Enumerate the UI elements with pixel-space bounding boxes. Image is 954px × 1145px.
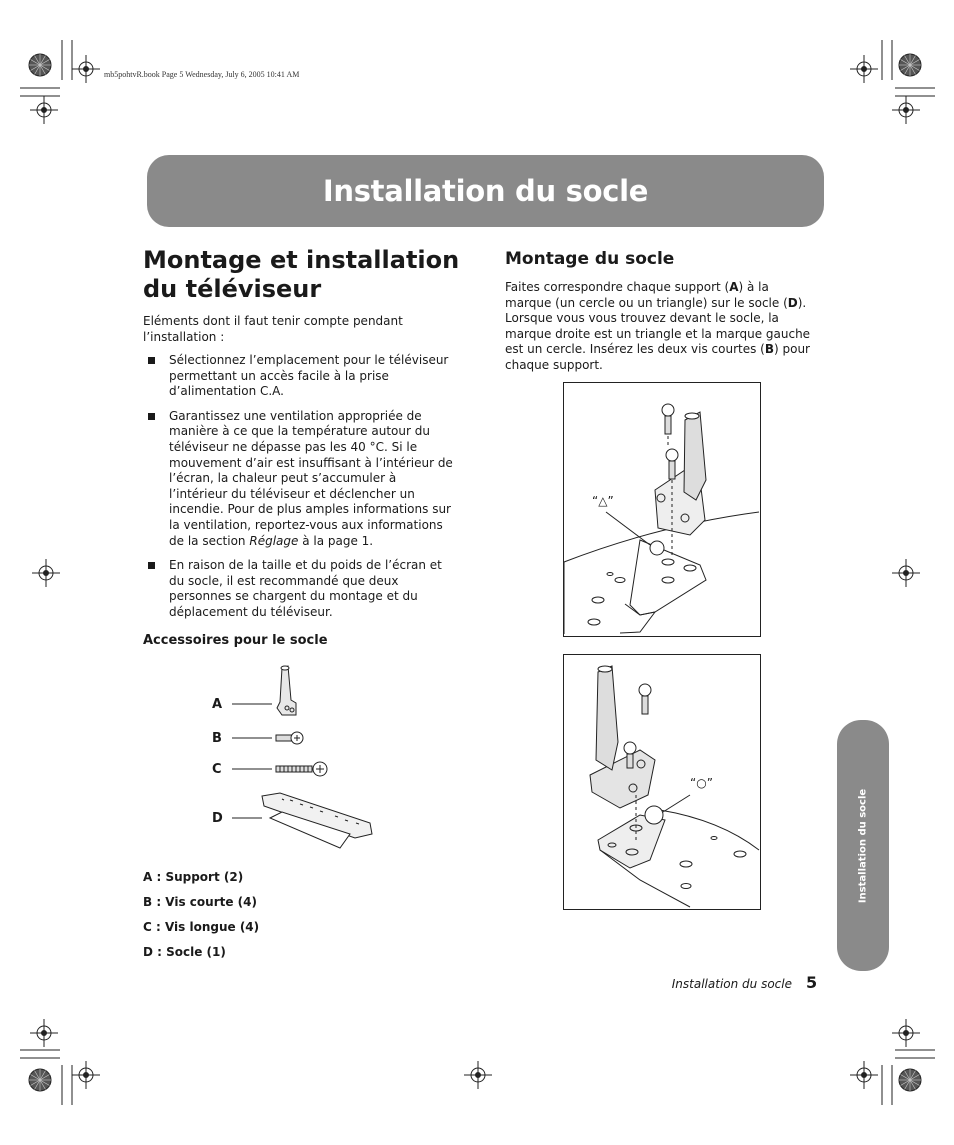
part-label-d: D: [212, 811, 223, 826]
page-number: 5: [806, 973, 818, 992]
part-label-c: C: [212, 762, 222, 777]
page-title: Installation du socle: [322, 174, 649, 208]
side-tab-label: Installation du socle: [857, 788, 869, 904]
intro-text: Eléments dont il faut tenir compte pendant l’installation :: [143, 314, 403, 344]
file-header: mb5pohtvR.book Page 5 Wednesday, July 6, 2005 10:41 AM: [104, 70, 300, 79]
list-item: B : Vis courte (4): [143, 895, 257, 909]
assembly-instructions: Faites correspondre chaque support (A) à la marque (un cercle ou un triangle) sur le socle (D). Lorsque vous vous trouvez devant le socle, la marque droite est un triangle et la marque gauche est un cercle. Insérez les deux vis courtes (B) pour chaque support.: [505, 280, 811, 372]
triangle-mark-callout: “△”: [592, 494, 614, 508]
list-item: A : Support (2): [143, 870, 244, 884]
list-item: C : Vis longue (4): [143, 920, 260, 934]
accessories-heading: Accessoires pour le socle: [143, 633, 328, 648]
part-label-b: B: [212, 731, 222, 746]
section-heading: Montage et installation du téléviseur: [143, 246, 460, 303]
list-item: En raison de la taille et du poids de l’écran et du socle, il est recommandé que deux personnes se chargent du montage et du déplacement du téléviseur.: [143, 558, 458, 620]
part-label-a: A: [212, 697, 223, 712]
list-item: Sélectionnez l’emplacement pour le téléviseur permettant un accès facile à la prise d’alimentation C.A.: [143, 353, 458, 400]
list-item: Garantissez une ventilation appropriée de manière à ce que la température autour du téléviseur ne dépasse pas les 40 °C. Si le mouvement d’air est insuffisant à l’intérieur de l’écran, la chaleur peut s’accumuler à l’intérieur du téléviseur et déclencher un incendie. Pour de plus amples informations sur la ventilation, reportez-vous aux informations de la section Réglage à la page 1.: [143, 409, 458, 549]
section-heading-assembly: Montage du socle: [505, 249, 675, 269]
list-item: D : Socle (1): [143, 945, 226, 959]
footer-section-title: Installation du socle: [671, 977, 792, 991]
circle-mark-callout: “○”: [690, 776, 713, 790]
section-reference: Réglage: [249, 533, 299, 548]
